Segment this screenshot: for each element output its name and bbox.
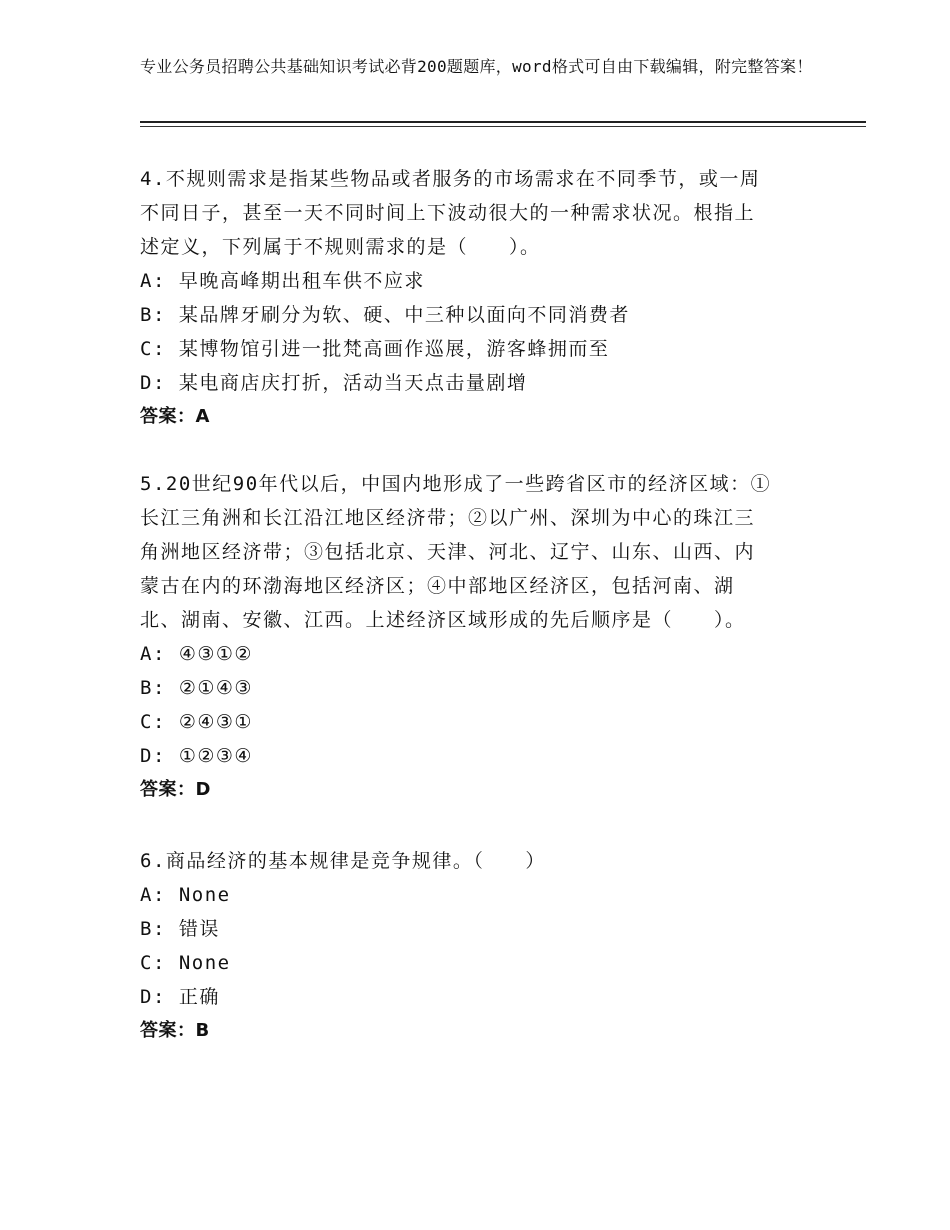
question-5 (140, 467, 820, 807)
option-a: A: None (140, 884, 231, 906)
header-title: 专业公务员招聘公共基础知识考试必背200题题库，word格式可自由下载编辑，附完整答案！ (140, 57, 813, 76)
header-divider-thick (140, 121, 866, 123)
answer-label: 答案：D (140, 779, 211, 800)
option-c: C: 某博物馆引进一批梵高画作巡展，游客蜂拥而至 (140, 338, 610, 360)
question-stem-line: 角洲地区经济带；③包括北京、天津、河北、辽宁、山东、山西、内 (140, 541, 756, 563)
question-4 (140, 162, 820, 434)
option-d: D: 正确 (140, 986, 220, 1008)
answer-label: 答案：A (140, 406, 210, 427)
question-stem-line: 5.20世纪90年代以后，中国内地形成了一些跨省区市的经济区域：① (140, 473, 772, 495)
option-b: B: 某品牌牙刷分为软、硬、中三种以面向不同消费者 (140, 304, 630, 326)
header-divider-thin (140, 126, 866, 127)
option-c: C: ②④③① (140, 711, 253, 733)
question-stem-line: 4.不规则需求是指某些物品或者服务的市场需求在不同季节，或一周 (140, 168, 761, 190)
answer-label: 答案：B (140, 1020, 210, 1041)
question-stem-line: 北、湖南、安徽、江西。上述经济区域形成的先后顺序是（ ）。 (140, 609, 746, 631)
option-b: B: 错误 (140, 918, 220, 940)
document-header (140, 56, 840, 78)
option-a: A: 早晚高峰期出租车供不应求 (140, 270, 425, 292)
question-stem-line: 长江三角洲和长江沿江地区经济带；②以广州、深圳为中心的珠江三 (140, 507, 756, 529)
option-d: D: ①②③④ (140, 745, 253, 767)
question-stem-line: 不同日子，甚至一天不同时间上下波动很大的一种需求状况。根指上 (140, 202, 756, 224)
question-6 (140, 844, 820, 1048)
question-stem-line: 述定义，下列属于不规则需求的是（ ）。 (140, 236, 541, 258)
option-b: B: ②①④③ (140, 677, 253, 699)
option-a: A: ④③①② (140, 643, 253, 665)
question-stem-line: 蒙古在内的环渤海地区经济区；④中部地区经济区，包括河南、湖 (140, 575, 735, 597)
option-c: C: None (140, 952, 231, 974)
question-stem-line: 6.商品经济的基本规律是竞争规律。（ ） (140, 850, 546, 872)
option-d: D: 某电商店庆打折，活动当天点击量剧增 (140, 372, 528, 394)
